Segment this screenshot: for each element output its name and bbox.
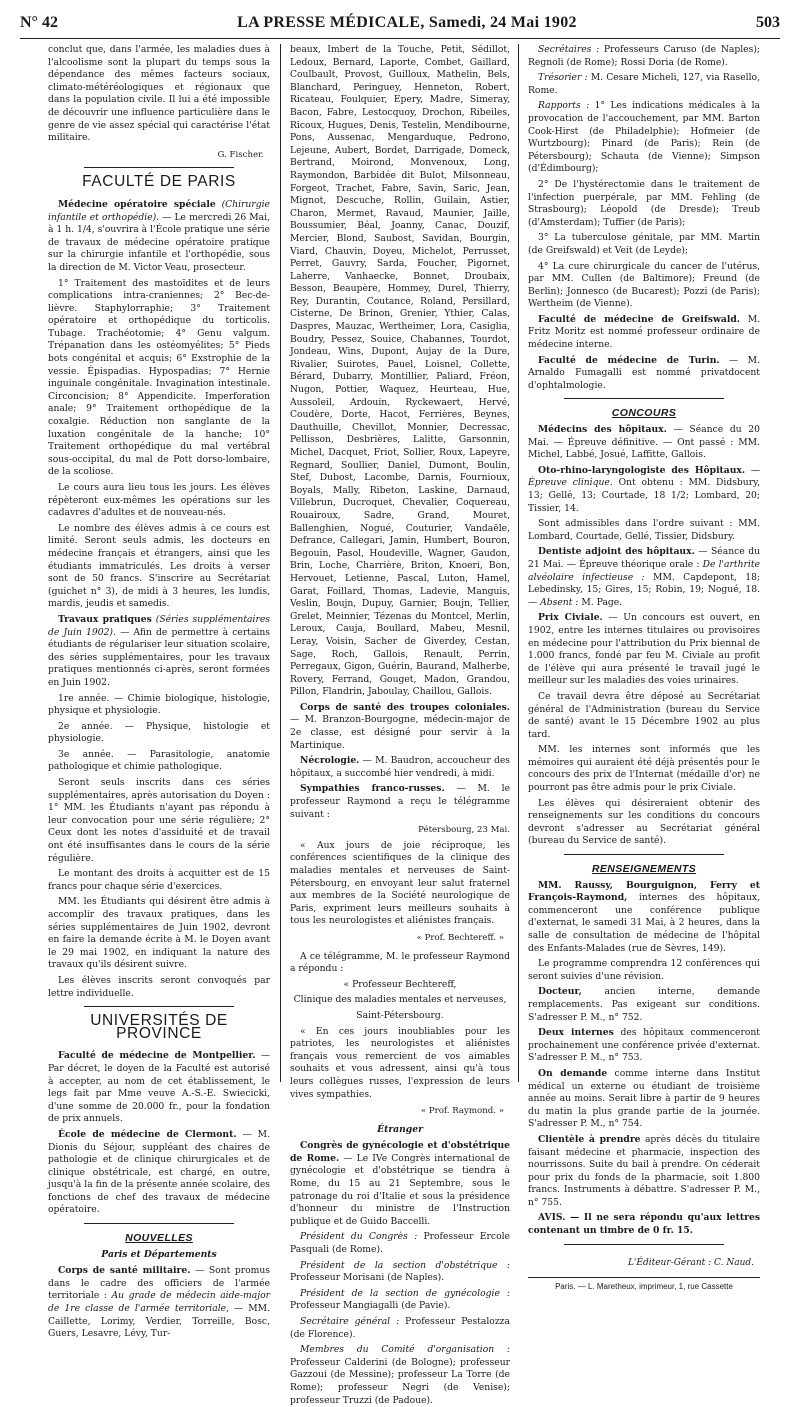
congress-officer: Président de la section d'obstétrique : Professeur Morisani (de Naples). (290, 1259, 510, 1284)
notice-turin: Faculté de médecine de Turin. — M. Arnaldo Fumagalli est nommé privatdocent d'ophtalmologie. (528, 354, 761, 391)
promotion-names: beaux, Imbert de la Touche, Petit, Sédillot, Ledoux, Bernard, Laporte, Combet, Gaillard, Coulbault, Provost, Guilloux, Mathelin, Bels, Blanchard, Peringuey, Henneton, Robert, Ricateau, Foulquier, Epery, Madre, Simeray, Bacon, Fabre, Lestocquoy, Drochon, Ribeiles, Ricoux, Hugues, Denis, Testelin, Mendibourne, Pons, Aussenac, Mengarduque, Pedrono, Lejeune, Aubert, Bordet, Darrigade, Domeck, Bertrand, Moirond, Monvenoux, Long, Raymondon, Barbidée dit Bulot, Milsonneau, Forgeot, Trachet, Fabre, Savin, Saric, Jean, Mignot, Descuche, Rollin, Guilain, Astier, Charon, Mermet, Ravaud, Maunier, Jaille, Boussumier, Béal, Joanny, Canac, Douzif, Mercier, Blond, Saubost, Savidan, Bourgin, Viard, Chauvin, Doyeu, Michelot, Perrusset, Perret, Gauvry, Sarda, Foucher, Pigornet, Laherre, Vanhaecke, Bonnet, Droubaix, Besson, Beaupère, Hommey, Durel, Thierry, Rey, Durantin, Coutance, Roland, Persillard, Cisterne, De Brinon, Grenier, Ythier, Calas, Daspres, Mauzac, Wertheimer, Lora, Casiglia, Boudry, Pessez, Souice, Chabannes, Tourdot, Jondeau, Wins, Dupont, Aujay de la Dure, Rivalier, Suirotes, Pauel, Loisnel, Collette, Bérard, Dubarry, Montillier, Paliard, Fréon, Nugon, Pottier, Waquez, Heurteau, Hue, Aussoleil, Ardouin, Ryckewaert, Hervé, Coudère, Dorte, Hacot, Ferrières, Beynes, Dauthuille, Chevillot, Monnier, Decressac, Pellisson, Desbrières, Lalitte, Garsonnin, Michel, Dacquet, Friot, Sollier, Roux, Lapeyre, Regnard, Soullier, Daniel, Dumont, Boulin, Stef, Dubost, Lacombe, Darnis, Fournioux, Boyals, Mally, Ribeton, Laskine, Darnaud, Villebrun, Ducroquet, Chevalier, Coquereau, Rouairoux, Sadre, Grand, Mouret, Ballenghien, Nogué, Couturier, Vandaële, Defrance, Callegari, Jamin, Humbert, Bouron, Begouin, Pasol, Houdeville, Wagner, Gaudon, Brin, Loche, Charrière, Briton, Knoeri, Bon, Hervouet, Letienne, Pascal, Luton, Hamel, Garat, Foillard, Thomas, Ladevie, Manguis, Veslin, Boujn, Dupuy, Garnier, Boujn, Tellier, Grelet, Meinnier, Tézenas du Montcel, Merlin, Leroux, Cauja, Boullard, Mabeu, Mesnil, Leray, Voisin, Sacher de Giverdey, Cestan, Sage, Roch, Gallois, Renault, Perrin, Perregaux, Gigon, Guérin, Baurand, Malherbe, Rovery, Ferrand, Gouget, Madon, Grandou, Pillon, Flandrin, Jaboulay, Chaillou, Gallois. (290, 44, 510, 698)
congress-officer: Président de la section de gynécologie : Professeur Mangiagalli (de Pavie). (290, 1287, 510, 1312)
response-text: « En ces jours inoubliables pour les patriotes, les neurologistes et aliénistes français vous remercient de vos aimables souhaits et vous adressent, ainsi qu'à tous leurs collègues russes, l'expression de leurs vives sympathies. (290, 1025, 510, 1100)
printer-imprint: Paris. — L. Maretheux, imprimeur, 1, rue Cassette (528, 1277, 760, 1294)
issue-number: N° 42 (20, 14, 58, 31)
article-continuation: conclut que, dans l'armée, les maladies dues à l'alcoolisme sont la plupart du temps sous la dépendance des mêmes facteurs sociaux, climato-météréologiques et régionaux que dans la population civile. Il lui a été impossible de découvrir une influence particulière dans le genre de vie assez spécial qui caractérise l'état militaire. (48, 44, 270, 144)
notice-troupes-coloniales: Corps de santé des troupes coloniales. — M. Branzon-Bourgogne, médecin-major de 2e classe, est désigné pour servir à la Martinique. (290, 701, 510, 751)
notice-course-list: 1° Traitement des mastoïdites et de leurs complications intra-craniennes; 2° Bec-de-lièvre. Staphylorraphie; 3° Traitement opératoire et orthopédique du torticolis. Tubage. Trachéotomie; 4° Genu valgum. Trépanation dans les ostéomyélites; 5° Pieds bots congénital et acquis; 6° Exstrophie de la vessie. Épispadias. Hypospadias; 7° Hernie inguinale congénitale. Invagination intestinale. Circoncision; 8° Appendicite. Imperforation anale; 9° Traitement orthopédique de la coxalgie. Réduction non sanglante de la luxation congénitale de la hanche; 10° Traitement orthopédique du mal vertébral sous-occipital, du mal de Pott dorso-lombaire, de la scoliose. (48, 277, 270, 478)
notice-paragraph: Sont admissibles dans l'ordre suivant : MM. Lombard, Courtade, Gellé, Tissier, Didsbury. (528, 518, 760, 542)
notice-clermont: École de médecine de Clermont. — M. Dionis du Séjour, suppléant des chaires de pathologie et de clinique chirurgicales et de clinique obstétricale, est chargé, en outre, jusqu'à la fin de la présente année scolaire, des fonctions de chef des travaux de médecine opératoire. (48, 1128, 271, 1216)
congress-reports: Rapports : 1° Les indications médicales à la provocation de l'accouchement, par MM. Barton Cook-Hirst (de Philadelphie); Hofmeier (de Wurtzbourg); Pinard (de Paris); Rein (de Pétersbourg); Schauta (de Vienne); Simpson (d'Édimbourg); (528, 100, 760, 175)
column-middle (290, 44, 511, 1406)
notice-paragraph: Les élèves qui désireraient obtenir des renseignements sur les conditions du concours devront s'adresser au Secrétariat général (bureau du Service de santé). (528, 797, 760, 847)
notice-classified: On demande comme interne dans Institut médical un externe ou étudiant de troisième année au moins. Serait libre à partir de 9 heures du matin la plus grande partie de la journée. S'adresser P. M., n° 754. (528, 1067, 761, 1130)
notice-congres-rome: Congrès de gynécologie et d'obstétrique de Rome. — Le IVe Congrès international de gynécologie et d'obstétrique se tiendra à Rome, du 15 au 21 Septembre, sous le patronage du roi d'Italie et sous la présidence d'honneur du ministre de l'Instruction publique et de Guido Baccelli. (290, 1140, 510, 1227)
congress-officer: Secrétaire général : Professeur Pestalozza (de Florence). (290, 1316, 510, 1340)
notice-oto-rhino: Oto-rhino-laryngologiste des Hôpitaux. — Épreuve clinique. Ont obtenu : MM. Didsbury, 13; Gellé, 13; Courtade, 18 1/2; Lombard, 20; Tissier, 14. (528, 464, 760, 514)
notice-paragraph: Le cours aura lieu tous les jours. Les élèves répèteront eux-mêmes les opérations sur les cadavres d'adultes et de nouveau-nés. (48, 482, 270, 519)
congress-officer: Président du Congrès : Professeur Ercole Pasquali (de Rome). (290, 1231, 510, 1256)
section-heading-concours: CONCOURS (611, 407, 677, 420)
notice-paragraph: MM. les Étudiants qui désirent être admis à accomplir des travaux pratiques, dans les séries supplémentaires de Juin 1902, devront en faire la demande écrite à M. le Doyen avant le 29 mai 1902, en indiquant la nature des travaux qu'ils désirent suivre. (48, 896, 270, 971)
response-signature: « Prof. Raymond. » (420, 1106, 504, 1117)
notice-paragraph: Seront seuls inscrits dans ces séries supplémentaires, après autorisation du Doyen : 1° MM. les Étudiants n'ayant pas répondu à leur convocation pour une série régulière; 2° Ceux dont les notes d'assiduité et de travail ont été insuffisantes dans le cours de la série régulière. (48, 777, 270, 864)
divider (84, 1223, 234, 1224)
notice-medecins-hopitaux: Médecins des hôpitaux. — Séance du 20 Mai. — Épreuve définitive. — Ont passé : MM. Michel, Labbé, Josué, Laffitte, Gallois. (528, 424, 760, 461)
telegram-text: « Aux jours de joie réciproque, les conférences scientifiques de la clinique des maladies mentales et nerveuses de Saint-Pétersbourg, en envoyant leur salut fraternel aux membres de la Société neurologique de Paris, expriment leurs meilleurs souhaits à tous les neurologistes et aliénistes français. (290, 839, 510, 927)
journal-title: LA PRESSE MÉDICALE, Samedi, 24 Mai 1902 (237, 14, 577, 31)
divider (84, 1006, 234, 1007)
response-address: « Professeur Bechtereff, (343, 978, 457, 990)
divider (564, 1244, 724, 1245)
divider (564, 398, 724, 399)
author-signature: G. Fischer. (217, 149, 264, 160)
congress-officer: Trésorier : M. Cesare Micheli, 127, via Rasello, Rome. (528, 72, 760, 96)
notice-paragraph: Le programme comprendra 12 conférences qui seront suivies d'une révision. (528, 958, 760, 982)
notice-paragraph: Le montant des droits à acquitter est de 15 francs pour chaque série d'exercices. (48, 868, 270, 892)
notice-prix-civiale: Prix Civiale. — Un concours est ouvert, en 1902, entre les internes titulaires ou provisoires en médecine pour l'attribution du Prix biennal de 1.000 francs, fondé par feu M. Civiale au profit de l'élève qui aura présenté le travail jugé le meilleur sur les maladies des voies urinaires. (528, 612, 760, 687)
section-heading-renseignements: RENSEIGNEMENTS (591, 863, 697, 876)
congress-officer: Secrétaires : Professeurs Caruso (de Naples); Regnoli (de Rome); Rossi Doria (de Rome). (528, 44, 760, 68)
notice-medecine-operatoire: Médecine opératoire spéciale (Chirurgie infantile et orthopédie). — Le mercredi 26 Mai, à 1 h. 1/4, s'ouvrira à l'École pratique une série de travaux de médecine opératoire pratique sur la chirurgie infantile et l'orthopédie, sous la direction de M. Victor Veau, prosecteur. (48, 198, 270, 273)
notice-corps-sante: Corps de santé militaire. — Sont promus dans le cadre des officiers de l'armée territoriale : Au grade de médecin aide-major de 1re classe de l'armée territoriale, — MM. Caillette, Lorimy, Verdier, Torreille, Bosc, Guers, Lesavre, Lévy, Tur- (48, 1265, 271, 1340)
telegram-signature: « Prof. Bechtereff. » (416, 932, 504, 943)
notice-classified: Clientèle à prendre après décès du titulaire faisant médecine et pharmacie, inspection des nourrissons. Suite du bail à prendre. On céderait pour prix du fonds de la pharmacie, soit 1.800 francs. Instruments à débattre. S'adresser P. M., n° 755. (528, 1133, 760, 1208)
congress-report: 4° La cure chirurgicale du cancer de l'utérus, par MM. Cullen (de Baltimore); Freund (de Berlin); Jonnesco (de Bucarest); Pozzi (de Paris); Wertheim (de Vienne). (528, 260, 760, 310)
section-heading-faculte-paris: FACULTÉ DE PARIS (82, 173, 236, 191)
notice-paragraph: Le nombre des élèves admis à ce cours est limité. Seront seuls admis, les docteurs en médecine français et étrangers, ainsi que les étudiants immatriculés. Les droits à verser sont de 50 francs. S'inscrire au Secrétariat (guichet n° 3), de midi à 3 heures, les lundis, mardis, jeudis et samedis. (48, 522, 270, 610)
subheading-paris: Paris et Départements (101, 1248, 217, 1260)
column-separator (280, 44, 281, 1082)
telegram-place: Pétersbourg, 23 Mai. (418, 825, 510, 836)
notice-avis: AVIS. — Il ne sera répondu qu'aux lettres contenant un timbre de 0 fr. 15. (528, 1212, 760, 1237)
divider (564, 854, 724, 855)
notice-necrologie: Nécrologie. — M. Baudron, accoucheur des hôpitaux, a succombé hier vendredi, à midi. (290, 755, 510, 779)
notice-year-1: 1re année. — Chimie biologique, histologie, physique et physiologie. (48, 692, 270, 717)
notice-paragraph: Ce travail devra être déposé au Secrétariat général de l'Administration (bureau du Service de santé) avant le 15 Décembre 1902 au plus tard. (528, 690, 760, 740)
response-address: Saint-Pétersbourg. (356, 1009, 444, 1021)
response-address: Clinique des maladies mentales et nerveuses, (293, 994, 507, 1006)
notice-year-3: 3e année. — Parasitologie, anatomie pathologique et chimie pathologique. (48, 748, 270, 773)
response-intro: A ce télégramme, M. le professeur Raymond a répondu : (290, 950, 510, 975)
notice-sympathies: Sympathies franco-russes. — M. le professeur Raymond a reçu le télégramme suivant : (290, 783, 511, 820)
notice-dentiste: Dentiste adjoint des hôpitaux. — Séance du 21 Mai. — Épreuve théorique orale : De l'arthrite alvéolaire infectieuse : MM. Capdepont, 18; Lebedinsky, 15; Gires, 15; Robin, 19; Nogué, 18. — Absent : M. Page. (528, 546, 761, 608)
notice-classified: Deux internes des hôpitaux commenceront prochainement une conférence privée d'externat. S'adresser P. M., n° 753. (528, 1027, 760, 1064)
congress-officer: Membres du Comité d'organisation : Professeur Calderini (de Bologne); professeur Gazzoui (de Messine); professeur La Torre (de Rome); professeur Negri (de Venise); professeur Truzzi (de Padoue). (290, 1344, 510, 1406)
notice-greifswald: Faculté de médecine de Greifswald. M. Fritz Moritz est nommé professeur ordinaire de médecine interne. (528, 313, 761, 351)
notice-travaux-pratiques: Travaux pratiques (Séries supplémentaires de Juin 1902). — Afin de permettre à certains étudiants de régulariser leur situation scolaire, des séries supplémentaires, pour les travaux pratiques mentionnés ci-après, seront formées en Juin 1902. (48, 613, 270, 688)
subheading-etranger: Étranger (377, 1123, 423, 1135)
divider (84, 167, 234, 168)
congress-report: 2° De l'hystérectomie dans le traitement de l'infection puerpérale, par MM. Fehling (de Strasbourg); Léopold (de Dresde); Treub (d'Amsterdam); Tuffier (de Paris); (528, 178, 760, 228)
notice-conference: MM. Raussy, Bourguignon, Ferry et François-Raymond, internes des hôpitaux, commenceront une conférence publique d'externat, le samedi 31 Mai, à 2 heures, dans la salle de consultation de médecine de l'hôpital des Enfants-Malades (rue de Sèvres, 149). (528, 879, 760, 954)
column-right (528, 44, 761, 1292)
column-separator (518, 44, 519, 1082)
notice-year-2: 2e année. — Physique, histologie et physiologie. (48, 720, 270, 745)
page-number: 503 (755, 14, 780, 31)
section-heading-nouvelles: NOUVELLES (125, 1232, 193, 1245)
notice-montpellier: Faculté de médecine de Montpellier. — Par décret, le doyen de la Faculté est autorisé à accepter, au nom de cet établissement, le legs fait par Mme veuve A.-S.-E. Swiecicki, d'une somme de 20.000 fr., pour la fondation de prix annuels. (48, 1050, 271, 1125)
editor-signature: L'Éditeur-Gérant : C. Naud. (627, 1257, 754, 1268)
column-left (48, 44, 271, 1340)
notice-classified: Docteur, ancien interne, demande remplacements. Pas exigeant sur conditions. S'adresser P. M., n° 752. (528, 986, 761, 1023)
notice-paragraph: MM. les internes sont informés que les mémoires qui auraient été déjà présentés pour le concours des prix de l'Internat (médaille d'or) ne pourront pas être admis pour le prix Civiale. (528, 744, 760, 794)
notice-paragraph: Les élèves inscrits seront convoqués par lettre individuelle. (48, 974, 270, 999)
congress-report: 3° La tuberculose génitale, par MM. Martin (de Greifswald) et Veit (de Leyde); (528, 232, 760, 256)
page-header (20, 14, 780, 39)
section-heading-universites: UNIVERSITÉS DE PROVINCE (90, 1012, 228, 1042)
